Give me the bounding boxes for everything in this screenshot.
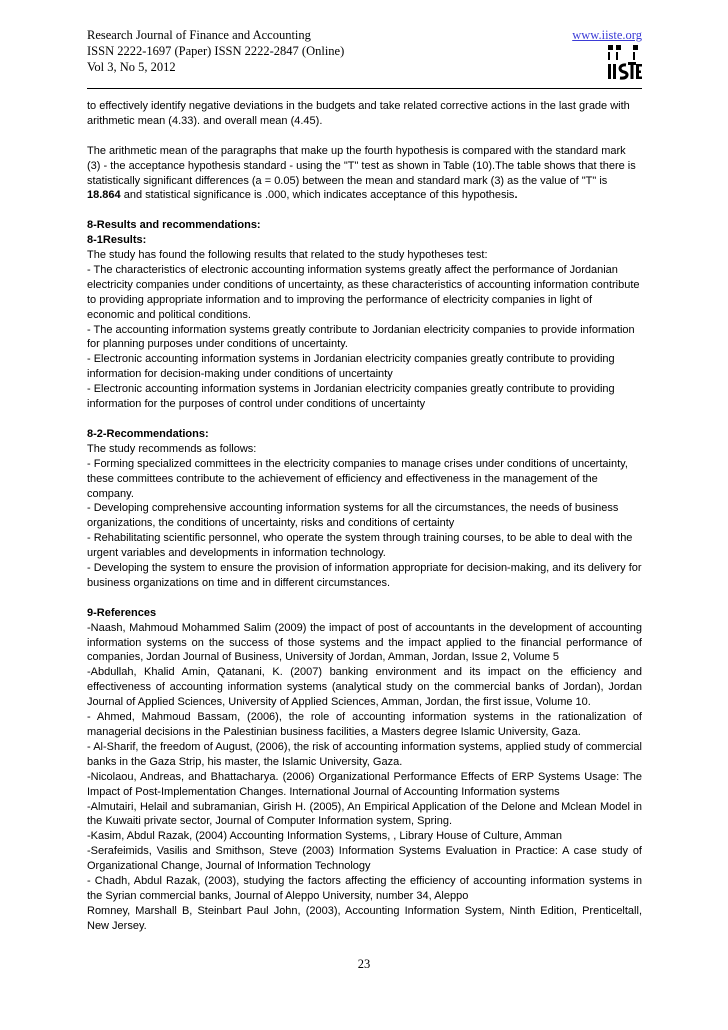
- recommendation-item: - Developing the system to ensure the provision of information appropriate for decision-making, and its delivery for business organizations on time and in different circumstances.: [87, 562, 642, 589]
- page-number: 23: [357, 957, 371, 971]
- iiste-logo: [606, 43, 642, 87]
- reference-item: -Kasim, Abdul Razak, (2004) Accounting Information Systems, , Library House of Culture, Amman: [87, 830, 563, 843]
- recommendation-item: - Developing comprehensive accounting information systems for all the circumstances, the needs of business organizations, the conditions of uncertainty, risks and conditions of certainty: [87, 502, 619, 530]
- journal-title: Research Journal of Finance and Accounting: [87, 28, 311, 42]
- recommendation-item: - Forming specialized committees in the electricity companies to manage crises under conditions of uncertainty, these committees contribute to the achievement of efficiency and effectiveness in the management of the company.: [87, 457, 628, 500]
- hypothesis-text-end: and statistical significance is .000, which indicates acceptance of this hypothesis: [123, 189, 515, 202]
- header-divider: [87, 88, 642, 89]
- hypothesis-text: The arithmetic mean of the paragraphs that make up the fourth hypothesis is compared with the standard mark (3) - the acceptance hypothesis standard - using the "T" test as shown in Table (10).The table shows that there is statistically significant differences (a = 0.05) between the mean and standard mark (3) as the value of "T" is: [87, 144, 636, 187]
- result-item: - The accounting information systems greatly contribute to Jordanian electricity companies to provide information for planning purposes under conditions of uncertainty.: [87, 323, 635, 351]
- subsection-heading-results: 8-1Results:: [87, 234, 147, 247]
- section-heading-results: 8-Results and recommendations:: [87, 219, 261, 232]
- reference-item: Romney, Marshall B, Steinbart Paul John, (2003), Accounting Information System, Ninth Edition, Prenticeltall, New Jersey.: [87, 904, 642, 932]
- journal-issn: ISSN 2222-1697 (Paper) ISSN 2222-2847 (Online): [87, 44, 345, 58]
- result-item: - The characteristics of electronic accounting information systems greatly affect the performance of Jordanian electricity companies under conditions of uncertainty, as these characteristics of accounting information contribute to providing appropriate information and to improving the performance of electricity companies in light of economic and political conditions.: [87, 263, 640, 321]
- section-heading-references: 9-References: [87, 606, 157, 619]
- result-item: - Electronic accounting information systems in Jordanian electricity companies greatly contribute to providing information for the purposes of control under conditions of uncertainty: [87, 383, 615, 411]
- journal-volume: Vol 3, No 5, 2012: [87, 60, 176, 74]
- results-lead: The study has found the following results that related to the study hypotheses test:: [87, 249, 488, 262]
- reference-item: -Abdullah, Khalid Amin, Qatanani, K. (2007) banking environment and its impact on the efficiency and effectiveness of accounting information systems (analytical study on the commercial banks of Jordan), Jordan Journal of Applied Sciences, University of Applied Sciences, Amman, Jordan, the first issue, Volume 10.: [87, 666, 642, 709]
- recommendations-lead: The study recommends as follows:: [87, 442, 257, 455]
- reference-item: -Almutairi, Helail and subramanian, Girish H. (2005), An Empirical Application of the Delone and Mclean Model in the Kuwaiti private sector, Journal of Computer Information system, Spring.: [87, 800, 642, 828]
- reference-item: -Naash, Mahmoud Mohammed Salim (2009) the impact of post of accountants in the development of accounting information systems on the success of those systems and the impact applied to the financial performance of companies, Jordan Journal of Business, University of Jordan, Amman, Jordan, Issue 2, Volume 5: [87, 621, 642, 664]
- result-item: - Electronic accounting information systems in Jordanian electricity companies greatly contribute to providing information for decision-making under conditions of uncertainty: [87, 353, 615, 381]
- reference-item: - Al-Sharif, the freedom of August, (2006), the risk of accounting information systems, applied study of commercial banks in the Gaza Strip, his master, the Islamic University, Gaza.: [87, 740, 642, 768]
- intro-paragraph: to effectively identify negative deviations in the budgets and take related corrective actions in the last grade with arithmetic mean (4.33). and overall mean (4.45).: [87, 100, 630, 127]
- hypothesis-paragraph: [87, 144, 642, 204]
- reference-item: -Serafeimids, Vasilis and Smithson, Steve (2003) Information Systems Evaluation in Practice: A case study of Organizational Change, Journal of Information Technology: [87, 845, 642, 873]
- journal-url-link[interactable]: www.iiste.org: [572, 28, 642, 42]
- recommendation-item: - Rehabilitating scientific personnel, who operate the system through training courses, to be able to deal with the urgent variables and developments in information technology.: [87, 532, 633, 560]
- hypothesis-period: .: [514, 189, 518, 202]
- reference-item: - Chadh, Abdul Razak, (2003), studying the factors affecting the efficiency of accounting information systems in the Syrian commercial banks, Journal of Aleppo University, number 34, Aleppo: [87, 875, 642, 902]
- reference-item: -Nicolaou, Andreas, and Bhattacharya. (2006) Organizational Performance Effects of ERP Systems Usage: The Impact of Post-Implementation Changes. International Journal of Accounting Information systems: [87, 770, 642, 798]
- journal-header: [87, 27, 642, 75]
- section-heading-recommendations: 8-2-Recommendations:: [87, 427, 209, 440]
- reference-item: - Ahmed, Mahmoud Bassam, (2006), the role of accounting information systems in the rationalization of managerial decisions in the Palestinian business facilities, a Masters degree Islamic University, Gaza.: [87, 711, 642, 738]
- article-body: [87, 99, 642, 934]
- t-value: 18.864: [87, 189, 121, 202]
